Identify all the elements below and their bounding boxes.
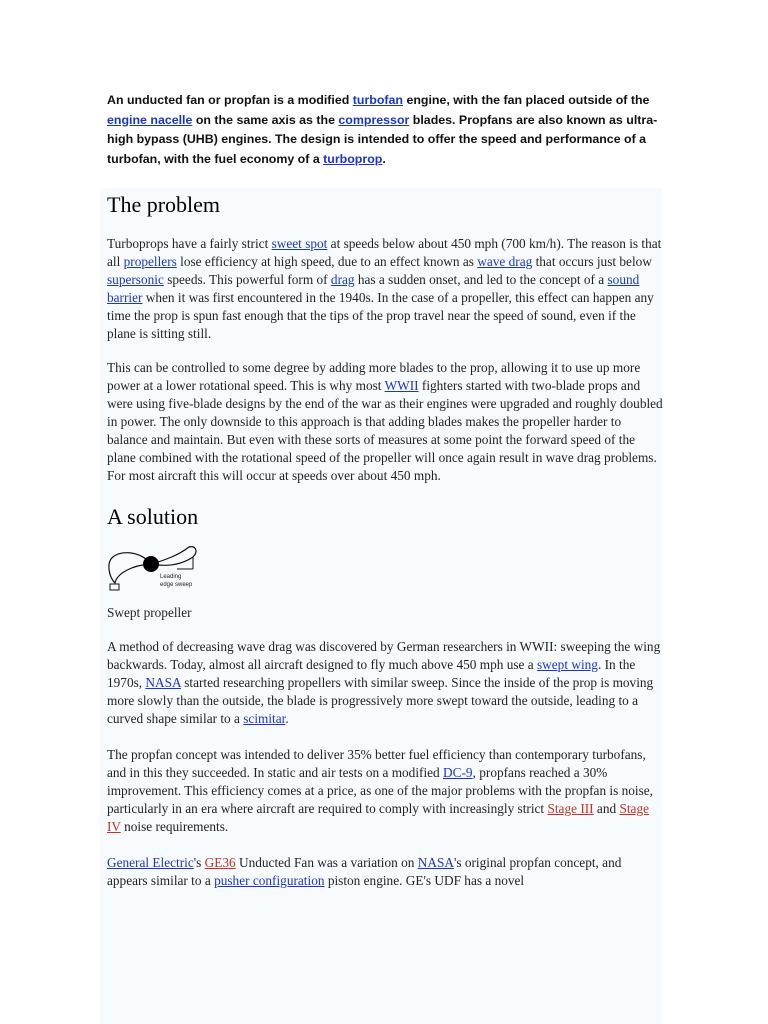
- body-text: and: [593, 801, 620, 816]
- swept-propeller-diagram: [107, 543, 207, 595]
- link-engine-nacelle[interactable]: engine nacelle: [107, 112, 193, 127]
- solution-paragraph-3: [107, 854, 663, 890]
- body-text: lose efficiency at high speed, due to an effect known as: [176, 254, 478, 269]
- link-compressor[interactable]: compressor: [338, 112, 410, 127]
- link-supersonic[interactable]: supersonic: [107, 272, 164, 287]
- link-sound-barrier[interactable]: sound barrier: [107, 272, 640, 305]
- link-wave-drag[interactable]: wave drag: [477, 254, 533, 269]
- body-text: Turboprops have a fairly strict: [107, 236, 272, 251]
- link-drag[interactable]: drag: [330, 272, 355, 287]
- link-stage-iii[interactable]: Stage III: [547, 801, 594, 816]
- body-text: fighters started with two-blade props and were using five-blade designs by the end of the war as their engines were upgraded and roughly doubled in power. The only downside to this approach is that adding blades makes the propeller harder to balance and maintain. But even with these sorts of measures at some point the forward speed of the plane combined with the rotational speed of the propeller will once again result in wave drag problems. For most aircraft this will occur at speeds over about 450 mph.: [107, 378, 663, 483]
- body-text: The propfan concept was intended to deliver 35% better fuel efficiency than contemporary turbofans, and in this they succeeded. In static and air tests on a modified: [107, 747, 646, 780]
- link-stage-iv[interactable]: Stage IV: [107, 801, 650, 834]
- link-dc-9[interactable]: DC-9: [443, 765, 473, 780]
- heading-the-problem: The problem: [107, 192, 221, 217]
- body-text: started researching propellers with similar sweep. Since the inside of the prop is moving more slowly than the outside, the blade is progressively more swept toward the outside, leading to a curved shape similar to a: [107, 675, 654, 726]
- solution-paragraph-2: [107, 746, 663, 836]
- body-text: A method of decreasing wave drag was discovered by German researchers in WWII: sweeping the wing backwards. Today, almost all aircraft designed to fly much above 450 mph use a: [107, 639, 661, 672]
- link-wwii[interactable]: WWII: [384, 378, 419, 393]
- link-nasa[interactable]: NASA: [145, 675, 181, 690]
- problem-paragraph-2: [107, 359, 663, 485]
- intro-text: .: [382, 151, 386, 166]
- body-text: has a sudden onset, and led to the concept of a: [354, 272, 608, 287]
- body-text: , propfans reached a 30% improvement. This efficiency comes at a price, as one of the major problems with the propfan is noise, particularly in an era where aircraft are required to comply with increasingly strict: [107, 765, 654, 816]
- body-text: 's: [193, 855, 205, 870]
- intro-text: engine, with the fan placed outside of the: [403, 93, 650, 107]
- figure-label-line2: edge sweep: [160, 582, 193, 588]
- body-text: noise requirements.: [120, 819, 229, 834]
- intro-text: blades. Propfans are also known as ultra-high bypass (UHB) engines. The design is intended to offer the speed and performance of a turbofan, with the fuel economy of a: [107, 112, 658, 166]
- article-body: [100, 188, 662, 1024]
- body-text: Unducted Fan was a variation on: [235, 855, 418, 870]
- problem-paragraph-1: [107, 235, 663, 343]
- body-text: when it was first encountered in the 1940s. In the case of a propeller, this effect can happen any time the prop is spun fast enough that the tips of the prop travel near the speed of sound, even if the plane is sitting still.: [107, 290, 654, 341]
- link-ge36[interactable]: GE36: [204, 855, 236, 870]
- figure-caption: Swept propeller: [107, 605, 192, 620]
- link-nasa-2[interactable]: NASA: [417, 855, 454, 870]
- link-turboprop[interactable]: turboprop: [323, 151, 383, 166]
- body-text: .: [285, 711, 289, 726]
- figure-label-line1: Leading: [160, 574, 182, 580]
- body-text: speeds. This powerful form of: [163, 272, 331, 287]
- link-propellers[interactable]: propellers: [123, 254, 177, 269]
- intro-paragraph: [107, 91, 667, 169]
- link-general-electric[interactable]: General Electric: [107, 855, 194, 870]
- body-text: that occurs just below: [532, 254, 652, 269]
- intro-text: An unducted fan or propfan is a modified: [107, 93, 353, 107]
- body-text: at speeds below about 450 mph (700 km/h). The reason is that all: [107, 236, 662, 269]
- article-content: [107, 188, 663, 890]
- body-text: . In the 1970s,: [107, 657, 636, 690]
- body-text: 's original propfan concept, and appears similar to a: [107, 855, 622, 888]
- link-turbofan[interactable]: turbofan: [352, 93, 403, 107]
- link-sweet-spot[interactable]: sweet spot: [271, 236, 328, 251]
- body-text: This can be controlled to some degree by adding more blades to the prop, allowing it to use up more power at a lower rotational speed. This is why most: [107, 360, 641, 393]
- swept-propeller-figure: [107, 543, 663, 600]
- link-scimitar[interactable]: scimitar: [243, 711, 286, 726]
- body-text: piston engine. GE's UDF has a novel: [324, 873, 525, 888]
- heading-a-solution: A solution: [107, 504, 199, 529]
- link-swept-wing[interactable]: swept wing: [537, 657, 598, 672]
- intro-text: on the same axis as the: [192, 112, 339, 127]
- solution-paragraph-1: [107, 638, 663, 728]
- link-pusher-configuration[interactable]: pusher configuration: [214, 873, 325, 888]
